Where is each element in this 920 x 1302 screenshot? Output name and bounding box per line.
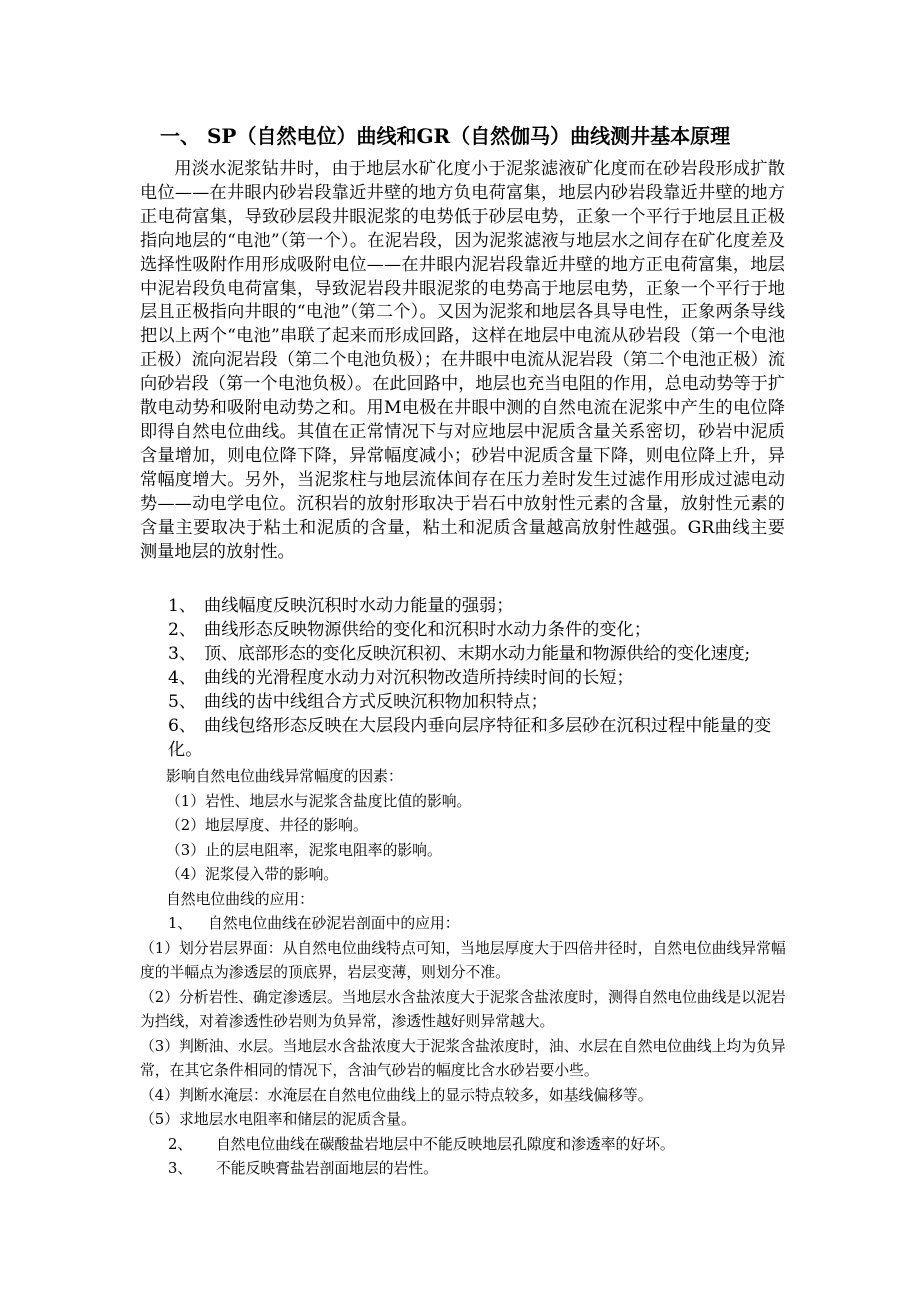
factor-item: （4）泥浆侵入带的影响。 xyxy=(166,866,339,883)
application-number: 2、 xyxy=(168,1135,193,1153)
application-text: 不能反映膏盐岩剖面地层的岩性。 xyxy=(216,1160,438,1177)
factor-item: （3）止的层电阻率，泥浆电阻率的影响。 xyxy=(166,841,442,859)
list-item xyxy=(140,690,790,714)
factor-item: （1）岩性、地层水与泥浆含盐度比值的影响。 xyxy=(166,792,472,810)
sp-applications-section xyxy=(140,765,790,1182)
list-item xyxy=(140,618,790,642)
section-title: 一、 SP（自然电位）曲线和GR（自然伽马）曲线测井基本原理 xyxy=(160,124,731,148)
list-text: 曲线形态反映物源供给的变化和沉积时水动力条件的变化； xyxy=(204,620,651,640)
list-item xyxy=(140,594,790,618)
factors-heading: 影响自然电位曲线异常幅度的因素： xyxy=(166,768,403,785)
application-number: 1、 xyxy=(168,915,193,932)
list-text: 顶、底部形态的变化反映沉积初、末期水动力能量和物源供给的变化速度; xyxy=(204,644,750,664)
application-subitem: （4）判断水淹层：水淹层在自然电位曲线上的显示特点较多，如基线偏移等。 xyxy=(140,1086,653,1104)
list-text: 曲线的光滑程度水动力对沉积物改造所持续时间的长短； xyxy=(204,668,634,688)
list-number: 5、 xyxy=(168,692,197,712)
application-item xyxy=(140,1133,790,1158)
factor-item: （2）地层厚度、井径的影响。 xyxy=(166,817,368,834)
list-number: 4、 xyxy=(168,668,197,688)
application-text: 自然电位曲线在砂泥岩剖面中的应用： xyxy=(208,915,460,932)
application-number: 3、 xyxy=(168,1160,193,1177)
application-item xyxy=(140,912,790,937)
application-subitem: （3）判断油、水层。当地层水含盐浓度大于泥浆含盐浓度时，油、水层在自然电位曲线上均为负异常，在其它条件相同的情况下，含油气砂岩的幅度比含水砂岩要小些。 xyxy=(140,1037,786,1079)
applications-heading: 自然电位曲线的应用： xyxy=(166,890,314,908)
list-text: 曲线包络形态反映在大层段内垂向层序特征和多层砂在沉积过程中能量的变化。 xyxy=(168,716,772,760)
list-number: 2、 xyxy=(168,620,197,640)
list-item xyxy=(140,714,790,762)
application-subitem: （1）划分岩层界面：从自然电位曲线特点可知，当地层厚度大于四倍井径时，自然电位曲线异常幅度的半幅点为渗透层的顶底界，岩层变薄，则划分不准。 xyxy=(140,939,786,981)
list-text: 曲线幅度反映沉积时水动力能量的强弱； xyxy=(204,596,514,616)
list-number: 1、 xyxy=(168,596,197,616)
intro-paragraph: 用淡水泥浆钻井时，由于地层水矿化度小于泥浆滤液矿化度而在砂岩段形成扩散电位——在井眼内砂岩段靠近井壁的地方负电荷富集，地层内砂岩段靠近井壁的地方正电荷富集，导致砂层段井眼泥浆的电势低于砂层电势，正象一个平行于地层且正极指向地层的“电池”（第一个）。在泥岩段，因为泥浆滤液与地层水之间存在矿化度差及选择性吸附作用形成吸附电位——在井眼内泥岩段靠近井壁的地方正电荷富集，地层中泥岩段负电荷富集，导致泥岩段井眼泥浆的电势高于地层电势，正象一个平行于地层且正极指向井眼的“电池”（第二个）。又因为泥浆和地层各具导电性，正象两条导线把以上两个“电池”串联了起来而形成回路，这样在地层中电流从砂岩段（第一个电池正极）流向泥岩段（第二个电池负极）；在井眼中电流从泥岩段（第二个电池正极）流向砂岩段（第一个电池负极）。在此回路中，地层也充当电阻的作用，总电动势等于扩散电动势和吸附电动势之和。用M电极在井眼中测的自然电流在泥浆中产生的电位降即得自然电位曲线。其值在正常情况下与对应地层中泥质含量关系密切，砂岩中泥质含量增加，则电位降下降，异常幅度减小；砂岩中泥质含量下降，则电位降上升，异常幅度增大。另外，当泥浆柱与地层流体间存在压力差时发生过滤作用形成过滤电动势——动电学电位。沉积岩的放射形取决于岩石中放射性元素的含量，放射性元素的含量主要取决于粘土和泥质的含量，粘土和泥质含量越高放射性越强。GR曲线主要测量地层的放射性。 xyxy=(140,159,785,562)
application-subitem: （2）分析岩性、确定渗透层。当地层水含盐浓度大于泥浆含盐浓度时，测得自然电位曲线是以泥岩为挡线，对着渗透性砂岩则为负异常，渗透性越好则异常越大。 xyxy=(140,988,786,1030)
list-number: 3、 xyxy=(168,644,197,664)
list-text: 曲线的齿中线组合方式反映沉积物加积特点； xyxy=(204,692,548,712)
list-item xyxy=(140,666,790,690)
feature-list xyxy=(140,594,790,762)
list-number: 6、 xyxy=(168,716,197,736)
application-item xyxy=(140,1157,790,1182)
application-text: 自然电位曲线在碳酸盐岩地层中不能反映地层孔隙度和渗透率的好坏。 xyxy=(216,1135,675,1153)
application-subitem: （5）求地层水电阻率和储层的泥质含量。 xyxy=(140,1111,416,1128)
list-item xyxy=(140,642,790,666)
